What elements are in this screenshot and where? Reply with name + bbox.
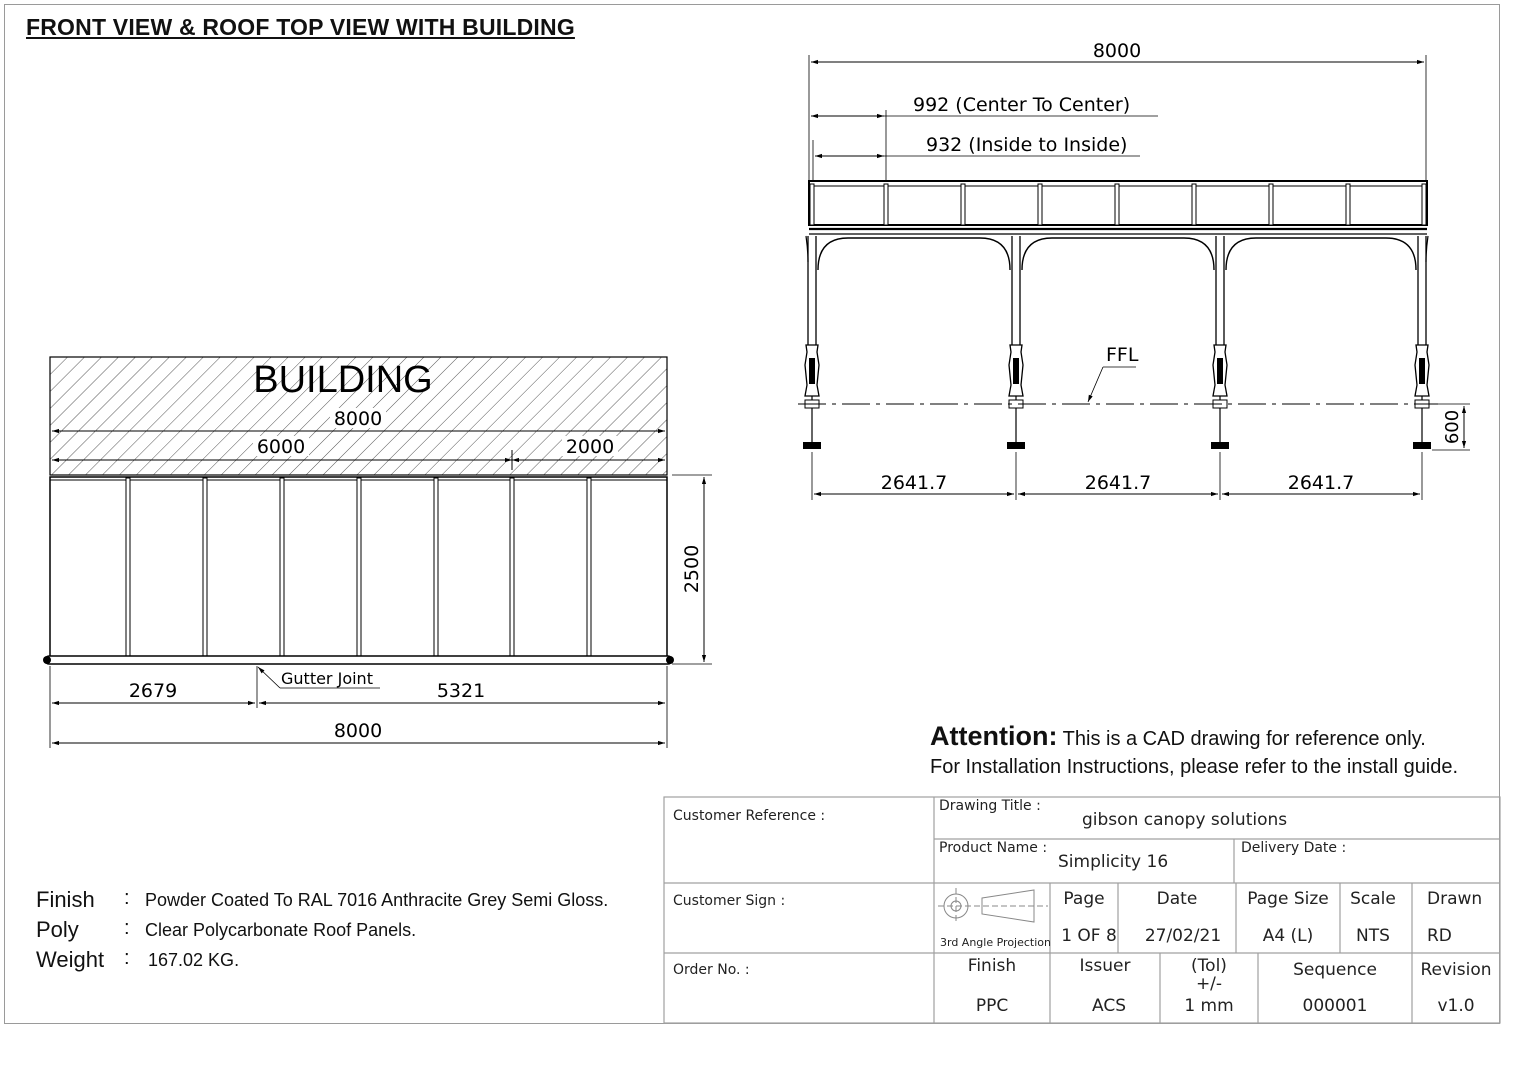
spec-key: Weight [36,947,105,972]
spec-colon: : [124,887,130,909]
revision-label: Revision [1420,960,1492,980]
gutter-end-left [43,656,51,664]
date-value: 27/02/21 [1144,926,1222,946]
post-footing [1211,442,1229,449]
customer-sign-label: Customer Sign : [673,893,786,909]
glazing-bar [1269,184,1273,225]
side-view [798,40,1470,500]
page-size-value: A4 (L) [1262,926,1314,946]
spec-colon: : [124,917,130,939]
sequence-label: Sequence [1293,960,1377,980]
arches [806,236,1428,270]
glazing-bar [1192,184,1196,225]
scale-label: Scale [1350,889,1396,909]
attention-heading: Attention: [930,721,1058,751]
attention-note [930,722,1458,781]
delivery-date-label: Delivery Date : [1241,840,1347,856]
sequence-value: 000001 [1302,996,1368,1016]
post-footing [1007,442,1025,449]
issuer-label: Issuer [1079,956,1131,976]
dim-post-spacing: 2641.7 [1287,472,1355,494]
dim-2000: 2000 [565,436,615,458]
arch [1022,238,1214,270]
drawn-label: Drawn [1427,889,1483,909]
customer-reference-label: Customer Reference : [673,808,826,824]
dim-height: 2500 [681,544,703,594]
glazing-bar [1038,184,1042,225]
gutter-joint-label: Gutter Joint [281,669,373,688]
leader-ffl [1088,367,1103,402]
spec-key: Finish [36,887,95,912]
gutter-end-right [666,656,674,664]
spec-value: Powder Coated To RAL 7016 Anthracite Grey Semi Gloss. [145,890,609,910]
mullion [280,478,284,658]
glazing-bar [1115,184,1119,225]
posts [803,236,1431,449]
tol-sub: +/- [1195,974,1223,994]
glazing-bar [810,184,814,225]
revision-value: v1.0 [1437,996,1475,1016]
post-base-fill [1419,358,1425,384]
dim-2679: 2679 [128,680,178,702]
attention-line2: For Installation Instructions, please refer to the install guide. [930,756,1459,778]
mullion [203,478,207,658]
arch [1226,238,1416,270]
date-label: Date [1156,889,1198,909]
post-footing [803,442,821,449]
dim-6000: 6000 [256,436,306,458]
drawn-value: RD [1427,926,1452,946]
spec-value: 167.02 KG. [148,950,240,970]
tol-label: (Tol) [1191,956,1227,976]
mullion [126,478,130,658]
dim-center-to-center: 992 (Center To Center) [913,94,1131,116]
dim-inside-to-inside: 932 (Inside to Inside) [926,134,1128,156]
spec-key: Poly [36,917,79,942]
spec-value: Clear Polycarbonate Roof Panels. [145,920,417,940]
drawing-heading: FRONT VIEW & ROOF TOP VIEW WITH BUILDING [26,14,575,40]
mullion [510,478,514,658]
building-label: BUILDING [253,359,433,401]
title-block-grid [664,797,1500,1023]
finish-label: Finish [967,956,1017,976]
dim-post-spacing: 2641.7 [1084,472,1152,494]
mullion [434,478,438,658]
projection-symbol-icon [938,888,1048,924]
dim-footing: 600 [1442,409,1463,445]
order-no-label: Order No. : [673,962,750,978]
post-base-fill [809,358,815,384]
post-footing [1413,442,1431,449]
page-size-label: Page Size [1247,889,1329,909]
projection-label: 3rd Angle Projection [940,936,1051,949]
glazing-bar [884,184,888,225]
spec-colon: : [124,947,130,969]
post-spacing-dims [812,452,1422,500]
finish-value: PPC [975,996,1009,1016]
tol-value: 1 mm [1184,996,1234,1016]
ffl-label: FFL [1106,344,1139,366]
post-base-fill [1217,358,1223,384]
dim-overall-bottom: 8000 [333,720,383,742]
gutter [45,656,672,664]
product-name-label: Product Name : [939,840,1048,856]
dim-5321: 5321 [436,680,486,702]
page-label: Page [1063,889,1105,909]
mullion [587,478,591,658]
drawing-title-label: Drawing Title : [939,798,1041,814]
product-name-value: Simplicity 16 [1058,852,1169,872]
issuer-value: ACS [1092,996,1126,1016]
attention-line1: This is a CAD drawing for reference only. [1057,728,1426,750]
mullion [357,478,361,658]
leader-gutter-joint [258,667,280,688]
post-base-fill [1013,358,1019,384]
glazing-bar [1422,184,1426,225]
front-view [43,357,712,748]
glazing-bar [1346,184,1350,225]
arch [818,238,1010,270]
page-value: 1 OF 8 [1061,926,1117,946]
glazing-bar [961,184,965,225]
drawing-title-value: gibson canopy solutions [1082,810,1288,830]
dim-side-overall: 8000 [1092,40,1142,62]
dim-overall-top: 8000 [333,408,383,430]
scale-value: NTS [1356,926,1390,946]
dim-post-spacing: 2641.7 [880,472,948,494]
